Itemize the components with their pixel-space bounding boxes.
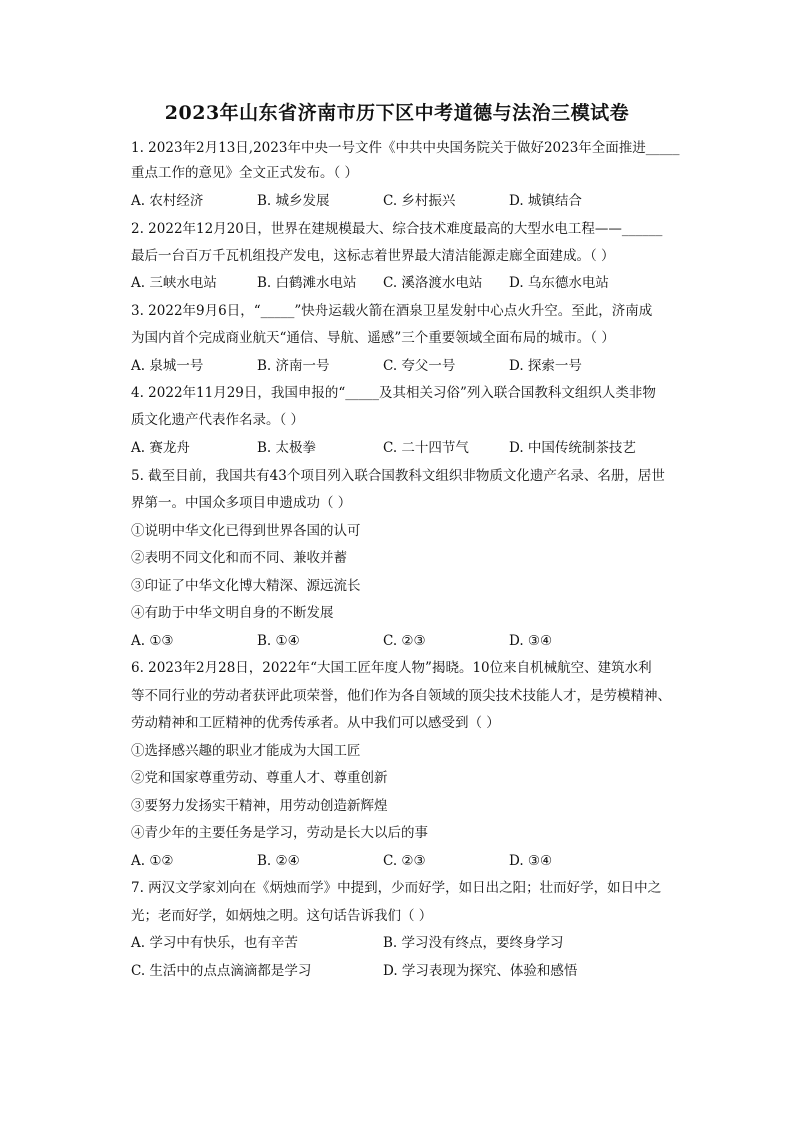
question-1-option-a: A. 农村经济 bbox=[131, 193, 204, 209]
question-4-option-c: C. 二十四节气 bbox=[383, 440, 469, 456]
question-5-option-a: A. ①③ bbox=[131, 633, 174, 649]
question-6-statement-1: ①选择感兴趣的职业才能成为大国工匠 bbox=[131, 743, 361, 759]
question-5-option-b: B. ①④ bbox=[257, 633, 300, 649]
question-7-line-2: 光；老而好学，如炳烛之明。这句话告诉我们（ ） bbox=[131, 908, 433, 924]
question-4-option-d: D. 中国传统制茶技艺 bbox=[509, 440, 636, 456]
question-6-option-b: B. ②④ bbox=[257, 853, 300, 869]
question-2-option-a: A. 三峡水电站 bbox=[131, 275, 217, 291]
question-5-option-d: D. ③④ bbox=[509, 633, 553, 649]
question-6-statement-4: ④青少年的主要任务是学习，劳动是长大以后的事 bbox=[131, 825, 428, 841]
question-3-option-a: A. 泉城一号 bbox=[131, 358, 204, 374]
question-1-option-d: D. 城镇结合 bbox=[509, 193, 582, 209]
page-title: 2023年山东省济南市历下区中考道德与法治三模试卷 bbox=[164, 102, 630, 124]
question-6-line-3: 劳动精神和工匠精神的优秀传承者。从中我们可以感受到（ ） bbox=[131, 715, 500, 731]
question-7-option-b: B. 学习没有终点，要终身学习 bbox=[383, 935, 564, 951]
question-5-statement-2: ②表明不同文化和而不同、兼收并蓄 bbox=[131, 550, 347, 566]
question-1-line-1: 1. 2023年2月13日,2023年中央一号文件《中共中央国务院关于做好2023年全面推进_____ bbox=[131, 140, 680, 156]
question-7-option-c: C. 生活中的点点滴滴都是学习 bbox=[131, 963, 312, 979]
question-7-option-d: D. 学习表现为探究、体验和感悟 bbox=[383, 963, 578, 979]
question-5-option-c: C. ②③ bbox=[383, 633, 426, 649]
question-5-statement-1: ①说明中华文化已得到世界各国的认可 bbox=[131, 523, 361, 539]
question-1-option-c: C. 乡村振兴 bbox=[383, 193, 456, 209]
question-2-option-d: D. 乌东德水电站 bbox=[509, 275, 609, 291]
question-4-option-a: A. 赛龙舟 bbox=[131, 440, 190, 456]
question-6-option-d: D. ③④ bbox=[509, 853, 553, 869]
question-3-option-c: C. 夸父一号 bbox=[383, 358, 456, 374]
question-1-line-2: 重点工作的意见》全文正式发布。（ ） bbox=[131, 165, 359, 181]
question-2-line-1: 2. 2022年12月20日，世界在建规模最大、综合技术难度最高的大型水电工程——______ bbox=[131, 221, 663, 237]
question-5-statement-3: ③印证了中华文化博大精深、源远流长 bbox=[131, 578, 361, 594]
question-4-line-2: 质文化遗产代表作名录。（ ） bbox=[131, 412, 305, 428]
question-5-line-1: 5. 截至目前，我国共有43个项目列入联合国教科文组织非物质文化遗产名录、名册，居世 bbox=[131, 468, 665, 484]
question-2-option-c: C. 溪洛渡水电站 bbox=[383, 275, 483, 291]
question-4-option-b: B. 太极拳 bbox=[257, 440, 317, 456]
question-2-line-2: 最后一台百万千瓦机组投产发电，这标志着世界最大清洁能源走廊全面建成。（ ） bbox=[131, 248, 615, 264]
question-3-line-1: 3. 2022年9月6日，“_____”快舟运载火箭在酒泉卫星发射中心点火升空。至此，济南成 bbox=[131, 303, 653, 319]
question-6-option-c: C. ②③ bbox=[383, 853, 426, 869]
question-6-line-1: 6. 2023年2月28日，2022年“大国工匠年度人物”揭晓。10位来自机械航空、建筑水利 bbox=[131, 660, 652, 676]
question-6-option-a: A. ①② bbox=[131, 853, 174, 869]
question-5-line-2: 界第一。中国众多项目申遗成功（ ） bbox=[131, 495, 352, 511]
question-5-statement-4: ④有助于中华文明自身的不断发展 bbox=[131, 605, 334, 621]
question-7-option-a: A. 学习中有快乐，也有辛苦 bbox=[131, 935, 298, 951]
question-1-option-b: B. 城乡发展 bbox=[257, 193, 330, 209]
question-6-line-2: 等不同行业的劳动者获评此项荣誉，他们作为各自领域的顶尖技术技能人才，是劳模精神、 bbox=[131, 688, 671, 704]
question-3-option-d: D. 探索一号 bbox=[509, 358, 582, 374]
question-4-line-1: 4. 2022年11月29日，我国申报的“_____及其相关习俗”列入联合国教科文组织人类非物 bbox=[131, 385, 656, 401]
question-2-option-b: B. 白鹤滩水电站 bbox=[257, 275, 357, 291]
question-6-statement-2: ②党和国家尊重劳动、尊重人才、尊重创新 bbox=[131, 770, 388, 786]
question-3-option-b: B. 济南一号 bbox=[257, 358, 330, 374]
question-6-statement-3: ③要努力发扬实干精神，用劳动创造新辉煌 bbox=[131, 798, 388, 814]
question-3-line-2: 为国内首个完成商业航天“通信、导航、遥感”三个重要领域全面布局的城市。（ ） bbox=[131, 330, 615, 346]
question-7-line-1: 7. 两汉文学家刘向在《炳烛而学》中提到，少而好学，如日出之阳；壮而好学，如日中之 bbox=[131, 880, 662, 896]
